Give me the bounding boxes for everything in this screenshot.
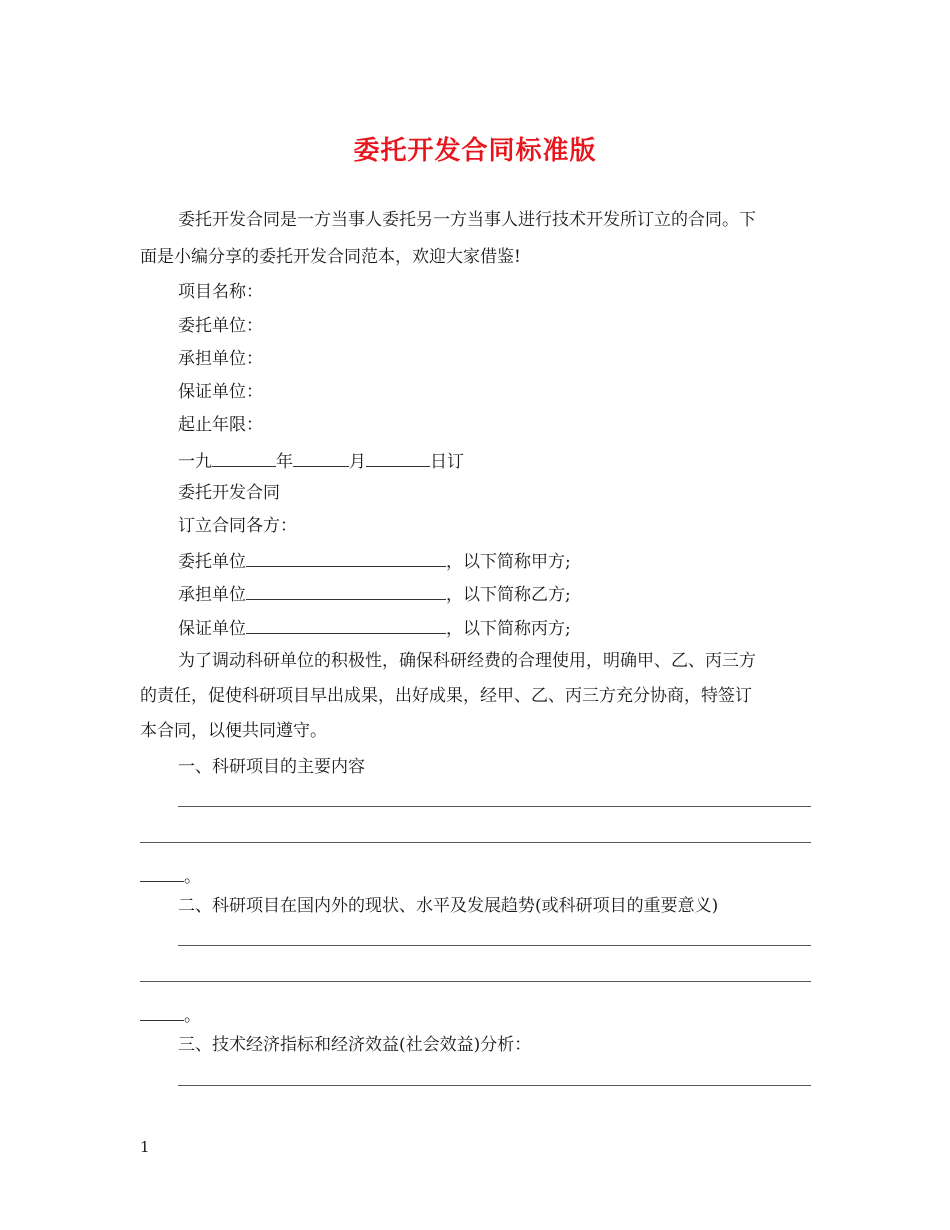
intro-line-1: 委托开发合同是一方当事人委托另一方当事人进行技术开发所订立的合同。下 — [178, 210, 756, 230]
year-blank — [212, 449, 276, 467]
date-year-label: 年 — [276, 452, 293, 472]
date-prefix: 一九 — [178, 452, 212, 472]
document-title: 委托开发合同标准版 — [353, 136, 597, 166]
purpose-line-2: 的责任，促使科研项目早出成果，出好成果，经甲、乙、丙三方充分协商，特签订 — [140, 686, 752, 706]
party-guarantor-blank — [246, 616, 446, 634]
intro-line-2: 面是小编分享的委托开发合同范本，欢迎大家借鉴! — [140, 247, 521, 267]
section-2-end — [140, 1003, 201, 1027]
end-blank — [140, 1003, 184, 1021]
purpose-line-1: 为了调动科研单位的积极性，确保科研经费的合理使用，明确甲、乙、丙三方 — [178, 651, 756, 671]
party-undertaker-blank — [246, 582, 446, 600]
date-day-label: 日订 — [430, 452, 464, 472]
section-2-heading: 二、科研项目在国内外的现状、水平及发展趋势(或科研项目的重要意义) — [178, 896, 719, 916]
page-number: 1 — [140, 1138, 150, 1156]
field-client: 委托单位： — [178, 316, 263, 336]
purpose-line-3: 本合同，以便共同遵守。 — [140, 721, 327, 741]
field-project-name: 项目名称： — [178, 282, 263, 302]
party-undertaker-suffix: ，以下简称乙方; — [446, 585, 571, 605]
date-line — [178, 449, 464, 473]
period-mark: 。 — [184, 867, 201, 887]
section-1-end — [140, 864, 201, 888]
period-mark: 。 — [184, 1006, 201, 1026]
section-1-heading: 一、科研项目的主要内容 — [178, 757, 365, 777]
day-blank — [366, 449, 430, 467]
party-guarantor-suffix: ，以下简称丙方; — [446, 619, 571, 639]
party-guarantor-label: 保证单位 — [178, 619, 246, 639]
party-client-label: 委托单位 — [178, 552, 246, 572]
party-guarantor-line — [178, 616, 571, 640]
section-3-heading: 三、技术经济指标和经济效益(社会效益)分析： — [178, 1035, 532, 1055]
field-guarantor: 保证单位： — [178, 382, 263, 402]
field-undertaker: 承担单位： — [178, 349, 263, 369]
contract-label: 委托开发合同 — [178, 483, 280, 503]
field-period: 起止年限： — [178, 415, 263, 435]
parties-label: 订立合同各方： — [178, 516, 297, 536]
fill-rule — [140, 981, 811, 982]
end-blank — [140, 864, 184, 882]
party-client-suffix: ，以下简称甲方; — [446, 552, 571, 572]
party-undertaker-label: 承担单位 — [178, 585, 246, 605]
date-month-label: 月 — [349, 452, 366, 472]
month-blank — [293, 449, 349, 467]
fill-rule — [178, 1085, 811, 1086]
party-client-line — [178, 549, 571, 573]
fill-rule — [178, 806, 811, 807]
fill-rule — [140, 842, 811, 843]
fill-rule — [178, 945, 811, 946]
party-undertaker-line — [178, 582, 571, 606]
party-client-blank — [246, 549, 446, 567]
